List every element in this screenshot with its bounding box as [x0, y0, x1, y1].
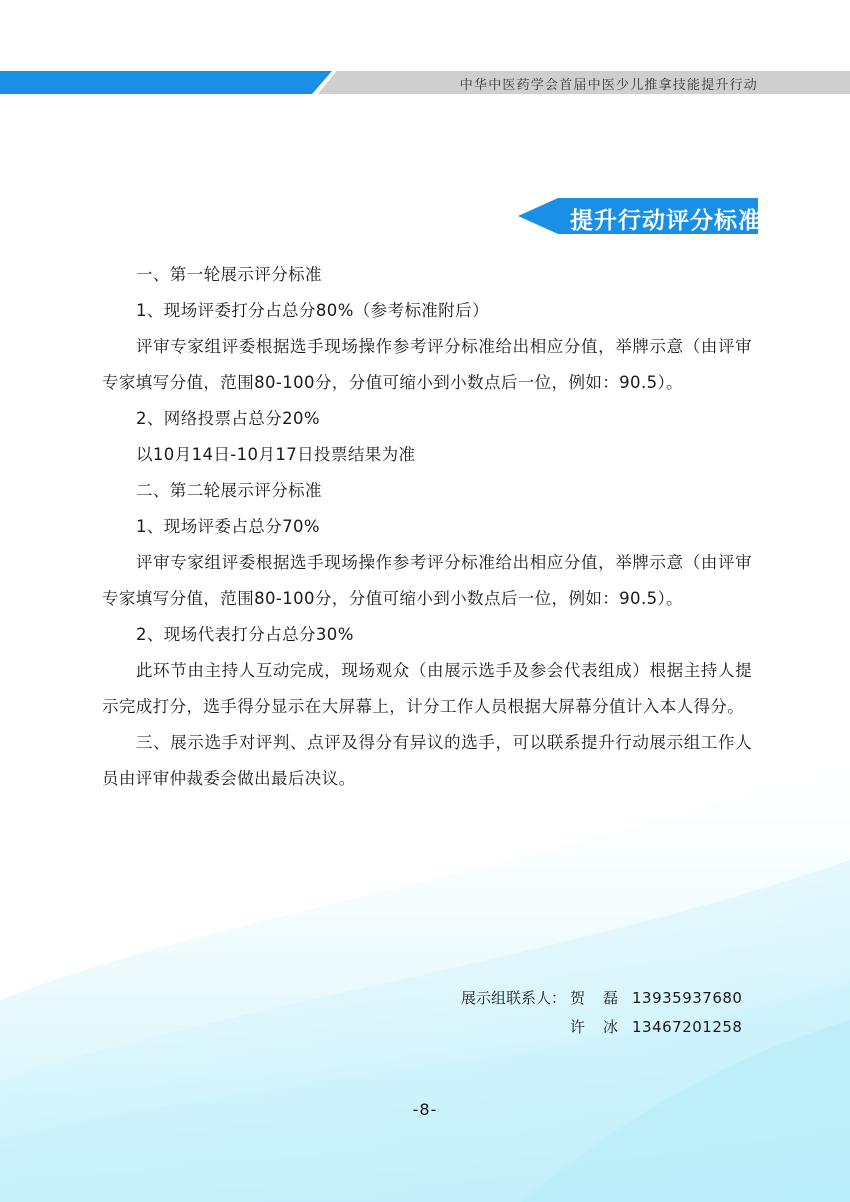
round-1-heading: 一、第一轮展示评分标准	[136, 265, 322, 284]
contact-label: 展示组联系人：	[460, 989, 566, 1007]
contact-name: 贺磊	[570, 989, 637, 1007]
round-2-item-2-heading: 2、现场代表打分占总分30%	[136, 625, 354, 644]
page-number: -8-	[412, 1100, 438, 1119]
contact-row	[460, 1013, 742, 1042]
round-2-heading: 二、第二轮展示评分标准	[136, 481, 322, 500]
contact-label-spacer	[460, 1013, 566, 1042]
contact-phone: 13467201258	[632, 1018, 743, 1036]
contact-phone: 13935937680	[632, 989, 743, 1007]
round-1-item-2-heading: 2、网络投票占总分20%	[136, 409, 320, 428]
contact-row	[460, 984, 742, 1013]
round-2-item-1-text: 评审专家组评委根据选手现场操作参考评分标准给出相应分值，举牌示意（由评审专家填写分值，范围80-100分，分值可缩小到小数点后一位，例如：90.5）。	[102, 553, 752, 608]
document-body	[102, 257, 752, 797]
header-band	[0, 71, 850, 94]
contact-block	[460, 984, 742, 1042]
round-1-item-1-heading: 1、现场评委打分占总分80%（参考标准附后）	[136, 301, 489, 320]
header-title: 中华中医药学会首届中医少儿推拿技能提升行动	[459, 78, 758, 93]
dispute-clause: 三、展示选手对评判、点评及得分有异议的选手，可以联系提升行动展示组工作人员由评审仲裁委会做出最后决议。	[102, 733, 752, 788]
round-1-item-2-text: 以10月14日-10月17日投票结果为准	[136, 445, 416, 464]
section-title: 提升行动评分标准	[570, 208, 762, 234]
section-title-tag	[518, 196, 762, 236]
header-blue-stripe	[0, 71, 332, 94]
contact-name: 许冰	[570, 1018, 637, 1036]
round-2-item-1-heading: 1、现场评委占总分70%	[136, 517, 320, 536]
round-1-item-1-text: 评审专家组评委根据选手现场操作参考评分标准给出相应分值，举牌示意（由评审专家填写分值，范围80-100分，分值可缩小到小数点后一位，例如：90.5）。	[102, 337, 752, 392]
round-2-item-2-text: 此环节由主持人互动完成，现场观众（由展示选手及参会代表组成）根据主持人提示完成打分，选手得分显示在大屏幕上，计分工作人员根据大屏幕分值计入本人得分。	[102, 661, 752, 716]
